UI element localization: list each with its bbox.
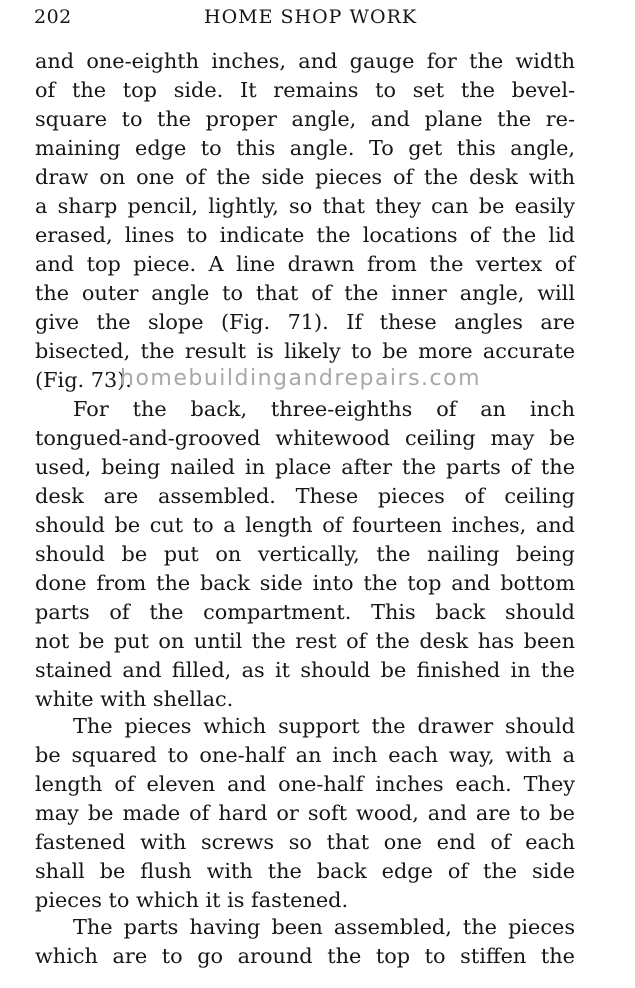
text-line: The parts having been assembled, the pieces xyxy=(73,915,575,939)
text-line: of the top side. It remains to set the bevel- xyxy=(35,78,575,102)
text-line: which are to go around the top to stiffen the xyxy=(35,944,575,968)
text-line: done from the back side into the top and bottom xyxy=(35,571,575,595)
text-line: shall be flush with the back edge of the side xyxy=(35,859,575,883)
text-line: desk are assembled. These pieces of ceiling xyxy=(35,484,575,508)
text-line: stained and filled, as it should be finished in the xyxy=(35,658,575,682)
text-line: be squared to one-half an inch each way, with a xyxy=(35,743,575,767)
text-line: draw on one of the side pieces of the desk with xyxy=(35,165,575,189)
text-line: square to the proper angle, and plane the re- xyxy=(35,107,575,131)
text-line: fastened with screws so that one end of each xyxy=(35,830,575,854)
text-line: For the back, three-eighths of an inch xyxy=(73,397,575,421)
page-number: 202 xyxy=(34,6,72,28)
text-line: may be made of hard or soft wood, and are to be xyxy=(35,801,575,825)
text-line: used, being nailed in place after the parts of the xyxy=(35,455,575,479)
text-line: tongued-and-grooved whitewood ceiling may be xyxy=(35,426,575,450)
text-line: should be put on vertically, the nailing being xyxy=(35,542,575,566)
watermark-text: homebuildingandrepairs.com xyxy=(120,366,482,391)
running-title: HOME SHOP WORK xyxy=(204,6,418,28)
text-line: white with shellac. xyxy=(35,687,234,711)
text-line: bisected, the result is likely to be more accurate xyxy=(35,339,575,363)
text-line: (Fig. 73). xyxy=(35,368,132,392)
text-line: maining edge to this angle. To get this angle, xyxy=(35,136,575,160)
text-line: the outer angle to that of the inner angle, will xyxy=(35,281,575,305)
text-line: The pieces which support the drawer should xyxy=(73,714,575,738)
running-head xyxy=(34,6,574,32)
text-line: not be put on until the rest of the desk has been xyxy=(35,629,575,653)
text-line: give the slope (Fig. 71). If these angles are xyxy=(35,310,575,334)
text-line: a sharp pencil, lightly, so that they can be easily xyxy=(35,194,575,218)
text-line: pieces to which it is fastened. xyxy=(35,888,349,912)
text-line: erased, lines to indicate the locations of the lid xyxy=(35,223,575,247)
text-line: parts of the compartment. This back should xyxy=(35,600,575,624)
text-line: and top piece. A line drawn from the vertex of xyxy=(35,252,575,276)
text-line: and one-eighth inches, and gauge for the width xyxy=(35,49,575,73)
text-line: length of eleven and one-half inches each. They xyxy=(35,772,575,796)
text-line: should be cut to a length of fourteen inches, and xyxy=(35,513,575,537)
